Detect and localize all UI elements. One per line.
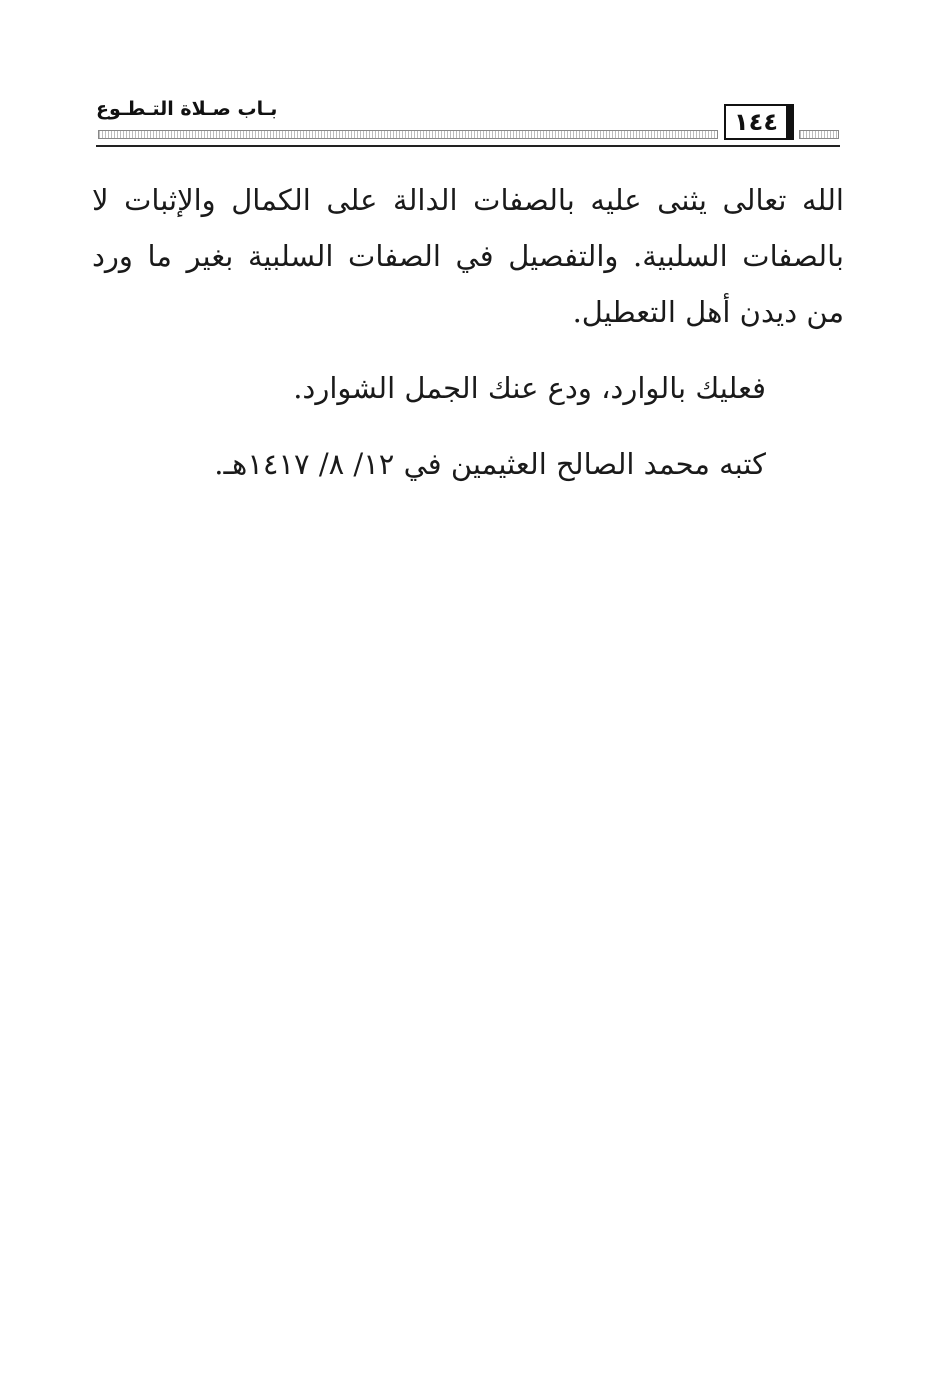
running-title: بـاب صـلاة التـطـوع bbox=[96, 98, 278, 120]
page-body bbox=[92, 172, 844, 502]
advice-line: فعليك بالوارد، ودع عنك الجمل الشوارد. bbox=[293, 371, 766, 405]
page-number: ١٤٤ bbox=[724, 104, 794, 140]
header-decorative-band bbox=[98, 130, 718, 139]
body-paragraph: الله تعالى يثنى عليه بالصفات الدالة على الكمال والإثبات لا بالصفات السلبية. والتفصيل في الصفات السلبية بغير ما ورد من ديدن أهل التعطيل. bbox=[92, 183, 844, 329]
header-decorative-band-right bbox=[799, 130, 839, 139]
header-rule bbox=[96, 145, 840, 147]
page-header bbox=[96, 94, 840, 150]
signature-line: كتبه محمد الصالح العثيمين في ١٢/ ٨/ ١٤١٧هـ. bbox=[214, 447, 766, 481]
